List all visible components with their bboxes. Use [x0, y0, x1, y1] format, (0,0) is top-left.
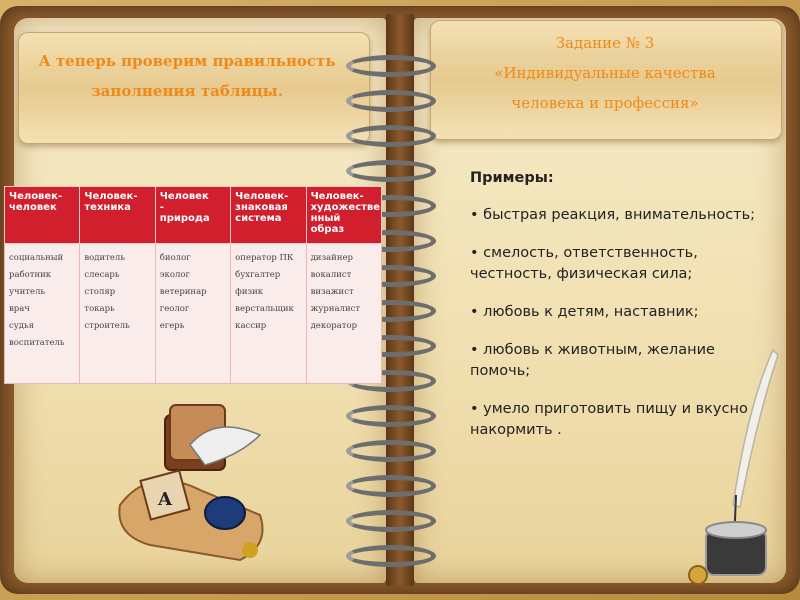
binder-ring [346, 55, 436, 77]
profession-item: декоратор [310, 321, 358, 331]
profession-item: водитель [84, 253, 125, 263]
example-item: • быстрая реакция, внимательность; [470, 207, 756, 223]
quill-inkwell-illustration [678, 345, 796, 590]
profession-item: воспитатель [9, 338, 65, 348]
binder-ring [346, 475, 436, 497]
table-header-cell: Человек- человек [5, 187, 80, 244]
profession-item: кассир [235, 321, 267, 331]
binder-ring [346, 440, 436, 462]
task-number: Задание № 3 [555, 34, 655, 52]
profession-item: визажист [310, 287, 354, 297]
heading-line-1: А теперь проверим правильность [38, 52, 336, 70]
profession-item: строитель [84, 321, 130, 331]
profession-item: столяр [84, 287, 116, 297]
table-header-cell: Человек- художестве нный образ [306, 187, 381, 244]
table-header-row [5, 187, 382, 244]
binder-ring [346, 405, 436, 427]
example-item: • умело приготовить пищу и вкусно накормить . [470, 401, 748, 438]
profession-item: оператор ПК [235, 253, 294, 263]
heading-line-2: заполнения таблицы. [91, 82, 283, 100]
profession-item: врач [9, 304, 30, 314]
binder-ring [346, 160, 436, 182]
profession-item: егерь [159, 321, 185, 331]
profession-item: слесарь [84, 270, 120, 280]
binder-ring [346, 545, 436, 567]
task-title [440, 28, 770, 118]
svg-text:A: A [158, 489, 172, 510]
profession-item: вокалист [310, 270, 352, 280]
profession-item: геолог [159, 304, 190, 314]
task-name-line-2: человека и профессия» [511, 94, 699, 112]
table-cell [306, 244, 381, 384]
professions-table [4, 186, 382, 384]
profession-item: физик [235, 287, 264, 297]
table-cell [231, 244, 306, 384]
binder-ring [346, 510, 436, 532]
table-header-cell: Человек- знаковая система [231, 187, 306, 244]
scroll-illustration [110, 395, 280, 580]
binder-ring [346, 125, 436, 147]
profession-item: бухгалтер [235, 270, 281, 280]
table-cell [5, 244, 80, 384]
profession-item: дизайнер [310, 253, 353, 263]
table-row [5, 244, 382, 384]
example-item: • смелость, ответственность, честность, физическая сила; [470, 245, 698, 282]
profession-item: учитель [9, 287, 46, 297]
table-cell [155, 244, 230, 384]
profession-item: ветеринар [159, 287, 207, 297]
task-name-line-1: «Индивидуальные качества [494, 64, 716, 82]
profession-item: журналист [310, 304, 361, 314]
profession-item: судья [9, 321, 34, 331]
table-header-cell: Человек - природа [155, 187, 230, 244]
profession-item: социальный работник [9, 253, 64, 280]
profession-item: токарь [84, 304, 115, 314]
table-header-cell: Человек- техника [80, 187, 155, 244]
examples-title: Примеры: [470, 170, 554, 186]
example-item: • любовь к животным, желание помочь; [470, 342, 715, 379]
table-cell [80, 244, 155, 384]
profession-item: биолог [159, 253, 191, 263]
binder-ring [346, 90, 436, 112]
example-item: • любовь к детям, наставник; [470, 304, 699, 320]
profession-item: верстальщик [235, 304, 294, 314]
check-table-heading [22, 46, 352, 106]
profession-item: эколог [159, 270, 190, 280]
